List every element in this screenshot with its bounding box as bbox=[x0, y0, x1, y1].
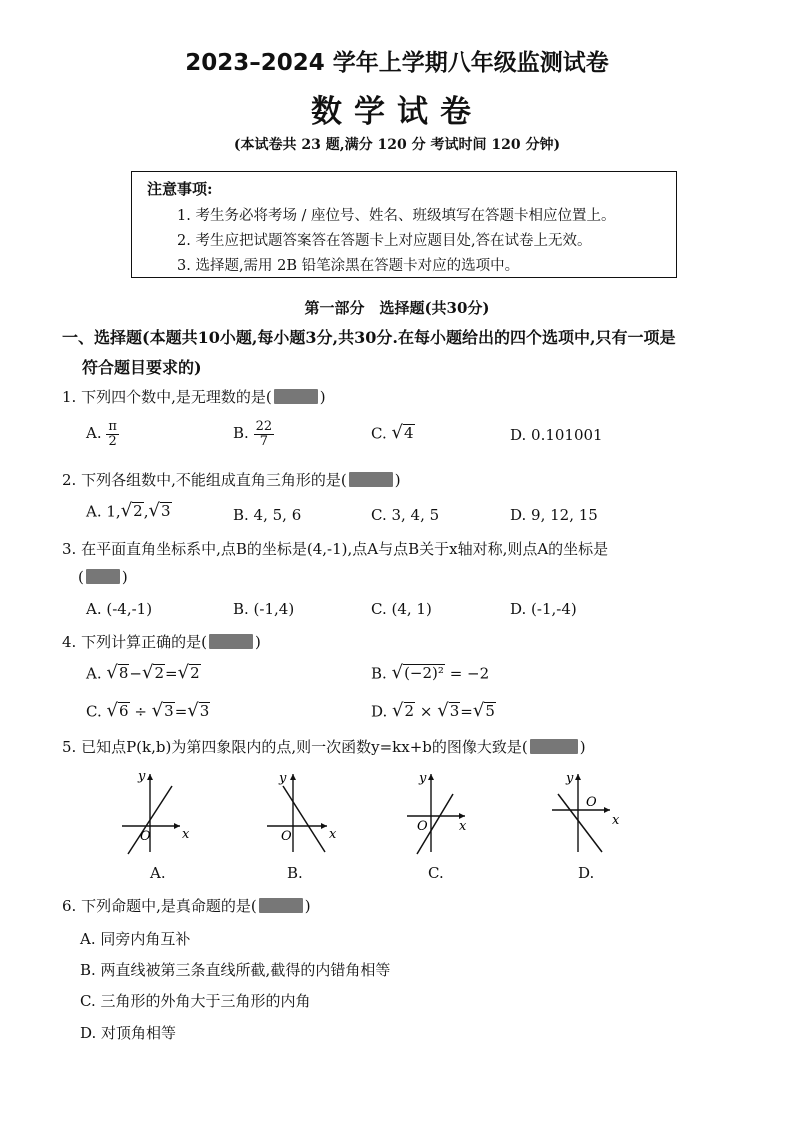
notice-heading: 注意事项: bbox=[147, 180, 213, 198]
paren-close: ) bbox=[394, 471, 401, 489]
graph-option-b bbox=[255, 768, 345, 858]
q1-option-d: D. 0.101001 bbox=[510, 426, 603, 444]
exam-subject-title: 数学试卷 bbox=[311, 94, 483, 130]
radicand: 2 bbox=[404, 702, 415, 720]
answer-blank bbox=[349, 472, 393, 487]
paren-close: ) bbox=[121, 568, 128, 586]
option-label: C. bbox=[371, 424, 387, 443]
part-heading: 第一部分 选择题(共30分) bbox=[304, 299, 490, 317]
q4-option-a bbox=[86, 664, 201, 682]
radicand: 3 bbox=[160, 502, 171, 520]
graph-option-c bbox=[395, 768, 485, 858]
radicand: 2 bbox=[133, 502, 143, 520]
origin-label: O bbox=[586, 795, 597, 810]
axis-x-label: x bbox=[329, 827, 337, 842]
q6-option-a: A. 同旁内角互补 bbox=[80, 930, 191, 948]
question-5-stem bbox=[62, 736, 586, 757]
origin-label: O bbox=[281, 829, 292, 844]
square-root: √ (−2)² bbox=[391, 662, 444, 684]
question-1-stem bbox=[62, 386, 326, 407]
operator: ÷ bbox=[134, 702, 147, 721]
option-label: B. bbox=[233, 424, 249, 443]
question-3-stem: 3. 在平面直角坐标系中,点B的坐标是(4,-1),点A与点B关于x轴对称,则点A的坐标是 bbox=[62, 540, 609, 558]
question-2-stem bbox=[62, 469, 401, 490]
axis-y-label: y bbox=[419, 771, 427, 786]
q2-option-c: C. 3, 4, 5 bbox=[371, 506, 440, 524]
exam-header-title: 2023–2024 学年上学期八年级监测试卷 bbox=[185, 50, 609, 76]
square-root: √ 2 bbox=[120, 500, 143, 522]
exam-info-subtitle: (本试卷共 23 题,满分 120 分 考试时间 120 分钟) bbox=[233, 137, 561, 153]
q2-option-a bbox=[86, 502, 172, 520]
comma: , bbox=[143, 502, 149, 521]
q4-option-c bbox=[86, 702, 210, 720]
graph-label-b: B. bbox=[287, 864, 303, 882]
q1-option-b bbox=[233, 420, 274, 448]
question-text: 4. 下列计算正确的是( bbox=[62, 633, 207, 651]
radicand: 4 bbox=[403, 424, 414, 442]
radicand: (−2)² bbox=[404, 664, 444, 682]
option-label: A. bbox=[86, 424, 102, 443]
radicand: 3 bbox=[164, 702, 174, 720]
axis-y-label: y bbox=[138, 769, 146, 784]
operator: × bbox=[419, 702, 433, 721]
q3-option-d: D. (-1,-4) bbox=[510, 600, 577, 618]
equals: = bbox=[174, 702, 188, 721]
paren-close: ) bbox=[304, 897, 311, 915]
answer-blank bbox=[86, 569, 120, 584]
radicand: 3 bbox=[449, 702, 460, 720]
fraction bbox=[106, 420, 119, 448]
q4-option-d bbox=[371, 702, 496, 720]
radicand: 2 bbox=[190, 664, 200, 682]
q4-option-b bbox=[371, 664, 489, 682]
section-instructions-line1: 一、选择题(本题共10小题,每小题3分,共30分.在每小题给出的四个选项中,只有一项是 bbox=[62, 328, 676, 347]
axis-x-label: x bbox=[182, 827, 190, 842]
fraction bbox=[254, 420, 275, 448]
q2-option-d: D. 9, 12, 15 bbox=[510, 506, 598, 524]
denominator: 7 bbox=[259, 433, 268, 449]
square-root: √ 3 bbox=[151, 700, 174, 722]
square-root: √ 2 bbox=[177, 662, 200, 684]
question-3-answer bbox=[78, 568, 128, 586]
notice-item-3: 3. 选择题,需用 2B 铅笔涂黑在答题卡对应的选项中。 bbox=[177, 258, 520, 274]
q3-option-a: A. (-4,-1) bbox=[86, 600, 153, 618]
axis-x-label: x bbox=[459, 819, 467, 834]
origin-label: O bbox=[140, 829, 151, 844]
equals: = bbox=[165, 664, 178, 683]
q6-option-d: D. 对顶角相等 bbox=[80, 1024, 177, 1042]
answer-blank bbox=[274, 389, 318, 404]
q6-option-b: B. 两直线被第三条直线所截,截得的内错角相等 bbox=[80, 961, 391, 979]
option-label: A. 1, bbox=[86, 502, 121, 521]
equals: = bbox=[460, 702, 473, 721]
notice-box bbox=[131, 171, 677, 278]
question-text: 6. 下列命题中,是真命题的是( bbox=[62, 897, 257, 915]
option-label: C. bbox=[86, 702, 102, 721]
q3-option-b: B. (-1,4) bbox=[233, 600, 295, 618]
paren-open: ( bbox=[78, 568, 84, 586]
option-label: D. bbox=[371, 702, 388, 721]
radicand: 8 bbox=[118, 664, 129, 682]
notice-item-1: 1. 考生务必将考场 / 座位号、姓名、班级填写在答题卡相应位置上。 bbox=[177, 208, 616, 224]
axis-y-label: y bbox=[566, 771, 574, 786]
square-root: √ 4 bbox=[391, 422, 414, 444]
paren-close: ) bbox=[319, 388, 326, 406]
radicand: 3 bbox=[199, 702, 210, 720]
radicand: 5 bbox=[485, 702, 495, 720]
square-root: √ 5 bbox=[472, 700, 495, 722]
q1-option-a bbox=[86, 420, 119, 448]
denominator: 2 bbox=[108, 433, 117, 449]
numerator: π bbox=[108, 419, 117, 434]
graph-label-c: C. bbox=[428, 864, 444, 882]
question-text: 2. 下列各组数中,不能组成直角三角形的是( bbox=[62, 471, 347, 489]
question-text: 5. 已知点P(k,b)为第四象限内的点,则一次函数y=kx+b的图像大致是( bbox=[62, 738, 528, 756]
equals: = −2 bbox=[449, 664, 490, 683]
answer-blank bbox=[259, 898, 303, 913]
operator: − bbox=[129, 664, 142, 683]
axis-x-label: x bbox=[612, 813, 620, 828]
graph-label-a: A. bbox=[150, 864, 166, 882]
square-root: √ 3 bbox=[187, 700, 210, 722]
square-root: √ 3 bbox=[437, 700, 460, 722]
origin-label: O bbox=[417, 819, 428, 834]
square-root: √ 2 bbox=[392, 700, 415, 722]
q1-option-c bbox=[371, 424, 415, 442]
option-label: B. bbox=[371, 664, 387, 683]
numerator: 22 bbox=[255, 419, 273, 434]
question-4-stem bbox=[62, 631, 261, 652]
option-label: A. bbox=[86, 664, 102, 683]
square-root: √ 2 bbox=[142, 662, 165, 684]
graph-option-a bbox=[110, 768, 200, 858]
graph-label-d: D. bbox=[578, 864, 595, 882]
paren-close: ) bbox=[579, 738, 586, 756]
axis-y-label: y bbox=[279, 771, 287, 786]
q6-option-c: C. 三角形的外角大于三角形的内角 bbox=[80, 992, 311, 1010]
square-root: √ 8 bbox=[106, 662, 129, 684]
question-6-stem bbox=[62, 895, 311, 916]
radicand: 6 bbox=[118, 702, 129, 720]
graph-option-d bbox=[540, 768, 630, 858]
section-instructions-line2: 符合题目要求的) bbox=[82, 358, 202, 377]
answer-blank bbox=[209, 634, 253, 649]
question-text: 1. 下列四个数中,是无理数的是( bbox=[62, 388, 272, 406]
radicand: 2 bbox=[154, 664, 165, 682]
q2-option-b: B. 4, 5, 6 bbox=[233, 506, 302, 524]
square-root: √ 3 bbox=[148, 500, 171, 522]
answer-blank bbox=[530, 739, 578, 754]
paren-close: ) bbox=[254, 633, 261, 651]
square-root: √ 6 bbox=[106, 700, 129, 722]
q3-option-c: C. (4, 1) bbox=[371, 600, 432, 618]
notice-item-2: 2. 考生应把试题答案答在答题卡上对应题目处,答在试卷上无效。 bbox=[177, 233, 592, 249]
